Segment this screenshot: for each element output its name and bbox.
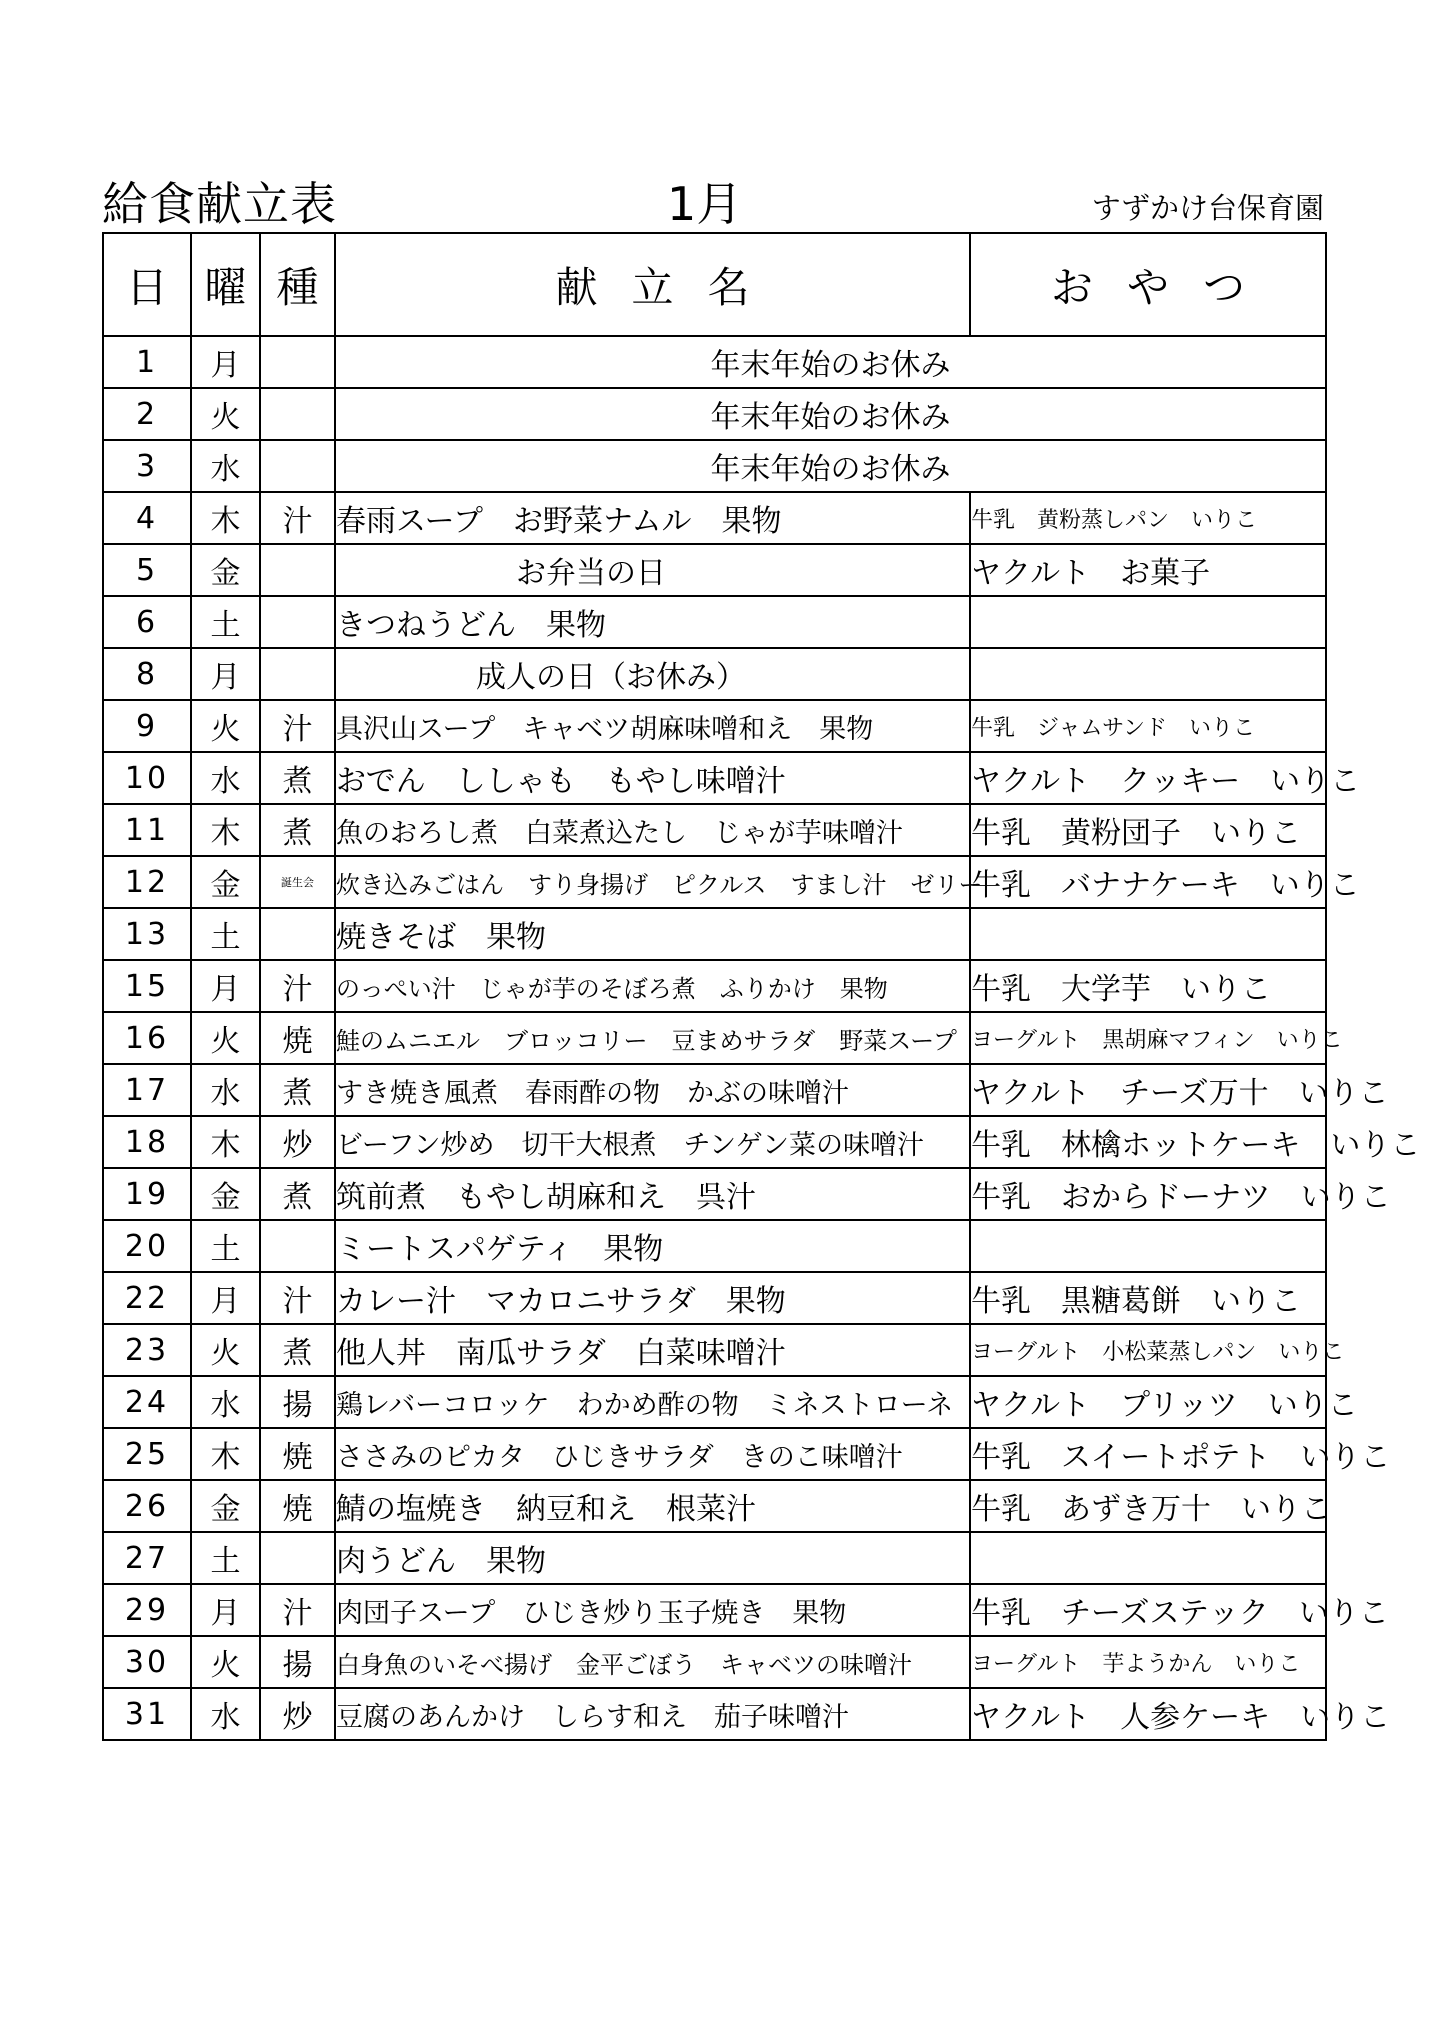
table-row (103, 908, 1326, 960)
weekday-cell: 土 (191, 1220, 260, 1272)
day-cell: 30 (103, 1636, 191, 1688)
table-row (103, 1012, 1326, 1064)
type-cell: 煮 (260, 804, 335, 856)
weekday-cell: 火 (191, 1324, 260, 1376)
menu-cell: ビーフン炒め 切干大根煮 チンゲン菜の味噌汁 (335, 1116, 970, 1168)
snack-cell: ヨーグルト 黒胡麻マフィン いりこ (970, 1012, 1326, 1064)
day-cell: 25 (103, 1428, 191, 1480)
type-cell: 汁 (260, 492, 335, 544)
menu-cell: 肉うどん 果物 (335, 1532, 970, 1584)
day-cell: 13 (103, 908, 191, 960)
menu-cell: きつねうどん 果物 (335, 596, 970, 648)
menu-cell: 白身魚のいそべ揚げ 金平ごぼう キャベツの味噌汁 (335, 1636, 970, 1688)
weekday-cell: 水 (191, 752, 260, 804)
day-cell: 31 (103, 1688, 191, 1740)
table-row (103, 960, 1326, 1012)
weekday-cell: 木 (191, 804, 260, 856)
table-row (103, 856, 1326, 908)
type-cell: 誕生会 (260, 856, 335, 908)
school-name: すずかけ台保育園 (1091, 191, 1324, 225)
table-row (103, 440, 1326, 492)
type-cell: 焼 (260, 1012, 335, 1064)
type-cell (260, 336, 335, 388)
weekday-cell: 月 (191, 1272, 260, 1324)
menu-cell: 他人丼 南瓜サラダ 白菜味噌汁 (335, 1324, 970, 1376)
table-row (103, 544, 1326, 596)
table-row (103, 1220, 1326, 1272)
type-cell: 煮 (260, 1064, 335, 1116)
snack-cell (970, 1532, 1326, 1584)
type-cell: 汁 (260, 700, 335, 752)
snack-cell: 牛乳 おからドーナツ いりこ (970, 1168, 1326, 1220)
table-row (103, 1064, 1326, 1116)
snack-cell: ヤクルト クッキー いりこ (970, 752, 1326, 804)
menu-cell: 肉団子スープ ひじき炒り玉子焼き 果物 (335, 1584, 970, 1636)
type-cell: 揚 (260, 1636, 335, 1688)
menu-cell: 鮭のムニエル ブロッコリー 豆まめサラダ 野菜スープ (335, 1012, 970, 1064)
table-row (103, 492, 1326, 544)
day-cell: 11 (103, 804, 191, 856)
snack-cell (970, 1220, 1326, 1272)
snack-cell (970, 648, 1326, 700)
snack-cell (970, 908, 1326, 960)
snack-cell: 牛乳 チーズステック いりこ (970, 1584, 1326, 1636)
table-row (103, 1376, 1326, 1428)
type-cell: 煮 (260, 1324, 335, 1376)
weekday-cell: 金 (191, 1168, 260, 1220)
column-header-snack: おやつ (970, 233, 1326, 336)
table-row (103, 1480, 1326, 1532)
snack-cell: 牛乳 スイートポテト いりこ (970, 1428, 1326, 1480)
weekday-cell: 木 (191, 1428, 260, 1480)
type-cell: 汁 (260, 960, 335, 1012)
type-cell (260, 544, 335, 596)
weekday-cell: 月 (191, 960, 260, 1012)
day-cell: 4 (103, 492, 191, 544)
month-label: 1月 (667, 177, 743, 231)
menu-cell: お弁当の日 (335, 544, 970, 596)
table-row (103, 1272, 1326, 1324)
snack-cell: ヤクルト チーズ万十 いりこ (970, 1064, 1326, 1116)
type-cell: 揚 (260, 1376, 335, 1428)
day-cell: 23 (103, 1324, 191, 1376)
menu-cell: のっぺい汁 じゃが芋のそぼろ煮 ふりかけ 果物 (335, 960, 970, 1012)
table-row (103, 596, 1326, 648)
type-cell (260, 1532, 335, 1584)
snack-cell: 牛乳 ジャムサンド いりこ (970, 700, 1326, 752)
type-cell: 焼 (260, 1480, 335, 1532)
type-cell: 炒 (260, 1116, 335, 1168)
page-header (102, 168, 1324, 230)
day-cell: 9 (103, 700, 191, 752)
type-cell: 焼 (260, 1428, 335, 1480)
table-row (103, 1168, 1326, 1220)
menu-table-body (103, 336, 1421, 1740)
snack-cell: 牛乳 あずき万十 いりこ (970, 1480, 1326, 1532)
snack-cell: ヨーグルト 小松菜蒸しパン いりこ (970, 1324, 1326, 1376)
table-row (103, 752, 1326, 804)
table-row (103, 1636, 1326, 1688)
snack-cell: 牛乳 大学芋 いりこ (970, 960, 1326, 1012)
menu-cell: 鶏レバーコロッケ わかめ酢の物 ミネストローネ (335, 1376, 970, 1428)
table-row (103, 1584, 1326, 1636)
weekday-cell: 月 (191, 336, 260, 388)
day-cell: 19 (103, 1168, 191, 1220)
weekday-cell: 火 (191, 700, 260, 752)
day-cell: 6 (103, 596, 191, 648)
type-cell (260, 388, 335, 440)
table-row (103, 1532, 1326, 1584)
weekday-cell: 水 (191, 1064, 260, 1116)
holiday-cell: 年末年始のお休み (335, 440, 1326, 492)
weekday-cell: 火 (191, 1012, 260, 1064)
menu-cell: 炊き込みごはん すり身揚げ ピクルス すまし汁 ゼリー (335, 856, 970, 908)
day-cell: 10 (103, 752, 191, 804)
holiday-cell: 年末年始のお休み (335, 336, 1326, 388)
weekday-cell: 水 (191, 440, 260, 492)
day-cell: 17 (103, 1064, 191, 1116)
table-header-row (103, 233, 1326, 336)
day-cell: 12 (103, 856, 191, 908)
menu-cell: おでん ししゃも もやし味噌汁 (335, 752, 970, 804)
table-row (103, 388, 1326, 440)
weekday-cell: 土 (191, 596, 260, 648)
day-cell: 18 (103, 1116, 191, 1168)
table-row (103, 648, 1326, 700)
menu-cell: 筑前煮 もやし胡麻和え 呉汁 (335, 1168, 970, 1220)
weekday-cell: 火 (191, 388, 260, 440)
column-header-weekday: 曜 (191, 233, 260, 336)
snack-cell: ヤクルト お菓子 (970, 544, 1326, 596)
menu-cell: 魚のおろし煮 白菜煮込たし じゃが芋味噌汁 (335, 804, 970, 856)
menu-cell: 焼きそば 果物 (335, 908, 970, 960)
snack-cell: ヤクルト 人参ケーキ いりこ (970, 1688, 1326, 1740)
type-cell (260, 648, 335, 700)
menu-cell: 豆腐のあんかけ しらす和え 茄子味噌汁 (335, 1688, 970, 1740)
snack-cell: ヨーグルト 芋ようかん いりこ (970, 1636, 1326, 1688)
day-cell: 1 (103, 336, 191, 388)
day-cell: 16 (103, 1012, 191, 1064)
column-header-day: 日 (103, 233, 191, 336)
table-row (103, 336, 1326, 388)
type-cell: 汁 (260, 1272, 335, 1324)
snack-cell: 牛乳 林檎ホットケーキ いりこ (970, 1116, 1326, 1168)
column-header-menu: 献立名 (335, 233, 970, 336)
weekday-cell: 木 (191, 492, 260, 544)
menu-cell: 鯖の塩焼き 納豆和え 根菜汁 (335, 1480, 970, 1532)
weekday-cell: 金 (191, 1480, 260, 1532)
snack-cell (970, 596, 1326, 648)
day-cell: 22 (103, 1272, 191, 1324)
menu-cell: 具沢山スープ キャベツ胡麻味噌和え 果物 (335, 700, 970, 752)
snack-cell: 牛乳 黒糖葛餅 いりこ (970, 1272, 1326, 1324)
type-cell: 煮 (260, 752, 335, 804)
table-row (103, 804, 1326, 856)
menu-cell: カレー汁 マカロニサラダ 果物 (335, 1272, 970, 1324)
day-cell: 15 (103, 960, 191, 1012)
type-cell: 汁 (260, 1584, 335, 1636)
table-row (103, 700, 1326, 752)
menu-cell: すき焼き風煮 春雨酢の物 かぶの味噌汁 (335, 1064, 970, 1116)
weekday-cell: 土 (191, 1532, 260, 1584)
table-row (103, 1428, 1326, 1480)
day-cell: 2 (103, 388, 191, 440)
day-cell: 3 (103, 440, 191, 492)
page-title: 給食献立表 (102, 177, 337, 231)
table-row (103, 1688, 1326, 1740)
day-cell: 5 (103, 544, 191, 596)
menu-cell: 春雨スープ お野菜ナムル 果物 (335, 492, 970, 544)
weekday-cell: 水 (191, 1376, 260, 1428)
weekday-cell: 金 (191, 856, 260, 908)
snack-cell: 牛乳 バナナケーキ いりこ (970, 856, 1326, 908)
day-cell: 24 (103, 1376, 191, 1428)
weekday-cell: 水 (191, 1688, 260, 1740)
holiday-cell: 年末年始のお休み (335, 388, 1326, 440)
weekday-cell: 木 (191, 1116, 260, 1168)
type-cell: 煮 (260, 1168, 335, 1220)
weekday-cell: 土 (191, 908, 260, 960)
menu-table (102, 232, 1421, 1741)
menu-cell: ささみのピカタ ひじきサラダ きのこ味噌汁 (335, 1428, 970, 1480)
day-cell: 27 (103, 1532, 191, 1584)
type-cell (260, 596, 335, 648)
type-cell (260, 440, 335, 492)
day-cell: 29 (103, 1584, 191, 1636)
type-cell (260, 908, 335, 960)
snack-cell: ヤクルト プリッツ いりこ (970, 1376, 1326, 1428)
menu-cell: 成人の日（お休み） (335, 648, 970, 700)
table-row (103, 1324, 1326, 1376)
snack-cell: 牛乳 黄粉団子 いりこ (970, 804, 1326, 856)
type-cell: 炒 (260, 1688, 335, 1740)
day-cell: 26 (103, 1480, 191, 1532)
column-header-type: 種 (260, 233, 335, 336)
snack-cell: 牛乳 黄粉蒸しパン いりこ (970, 492, 1326, 544)
weekday-cell: 月 (191, 648, 260, 700)
day-cell: 20 (103, 1220, 191, 1272)
menu-cell: ミートスパゲティ 果物 (335, 1220, 970, 1272)
day-cell: 8 (103, 648, 191, 700)
table-row (103, 1116, 1326, 1168)
type-cell (260, 1220, 335, 1272)
weekday-cell: 月 (191, 1584, 260, 1636)
weekday-cell: 金 (191, 544, 260, 596)
weekday-cell: 火 (191, 1636, 260, 1688)
